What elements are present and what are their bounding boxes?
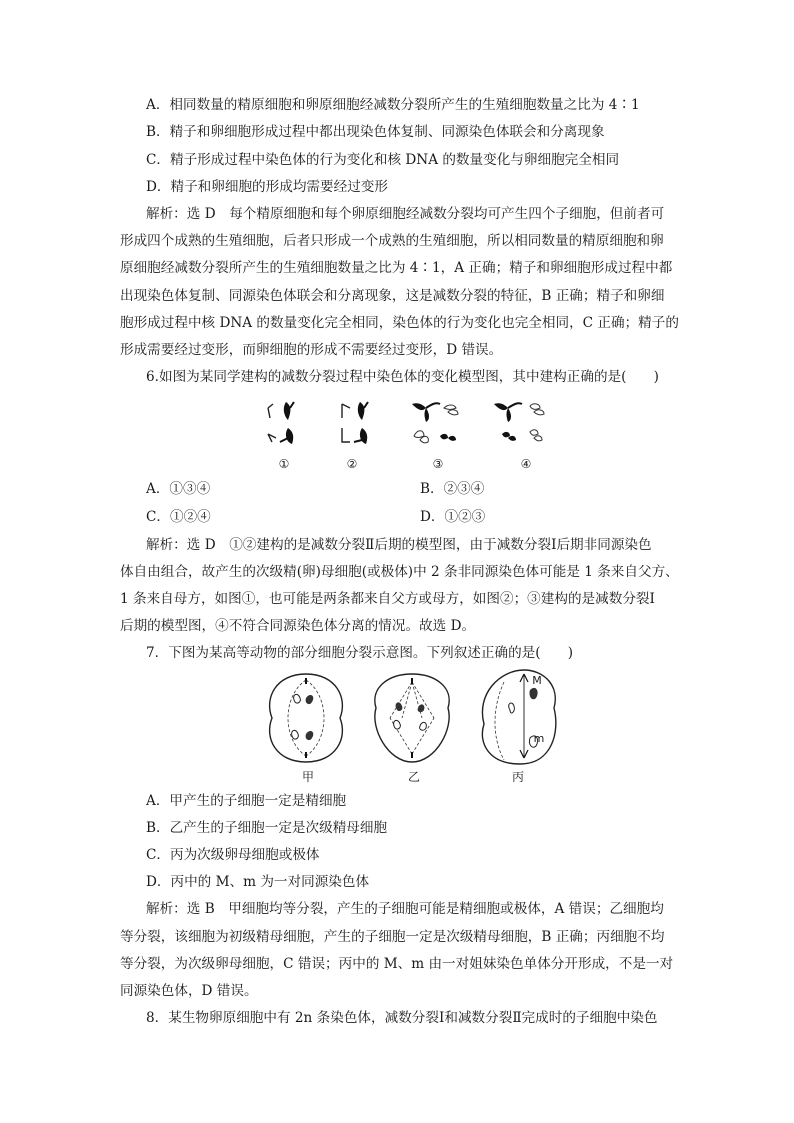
q6-stem: 6.如图为某同学建构的减数分裂过程中染色体的变化模型图，其中建构正确的是( ) (146, 369, 659, 385)
q6-analysis-line: 体自由组合，故产生的次级精(卵)母细胞(或极体)中 2 条非同源染色体可能是 1 条来自父方、 (120, 564, 679, 580)
q7-analysis-line: 解析：选 B 甲细胞均等分裂，产生的子细胞可能是精细胞或极体，A 错误；乙细胞均 (146, 901, 664, 917)
q7-cell-division-figure (262, 668, 562, 772)
fig-label-yi: 乙 (407, 770, 420, 784)
q5-option-c: C．精子形成过程中染色体的行为变化和核 DNA 的数量变化与卵细胞完全相同 (146, 152, 620, 168)
q7-option-b: B．乙产生的子细胞一定是次级精母细胞 (146, 820, 388, 836)
q7-analysis-line: 同源染色体，D 错误。 (120, 983, 258, 999)
q5-analysis-line: 胞形成过程中核 DNA 的数量变化完全相同，染色体的行为变化也完全相同，C 正确；精子的 (120, 315, 679, 331)
q5-option-b: B．精子和卵细胞形成过程中都出现染色体复制、同源染色体联会和分离现象 (146, 124, 605, 140)
chrom-label-m-upper: M (532, 674, 542, 687)
q6-option-c: C．①②④ (146, 509, 211, 525)
fig-label: ① (278, 457, 290, 471)
fig-label-bing: 丙 (511, 770, 524, 784)
q7-analysis-line: 等分裂，为次级卵母细胞，C 错误；丙中的 M、m 由一对姐妹染色单体分开形成，不是一对 (120, 956, 674, 972)
q6-chromosome-model-figure (258, 398, 558, 472)
q7-stem: 7．下图为某高等动物的部分细胞分裂示意图。下列叙述正确的是( ) (146, 645, 574, 661)
q6-analysis-line: 解析：选 D ①②建构的是减数分裂Ⅱ后期的模型图，由于减数分裂Ⅰ后期非同源染色 (146, 537, 652, 553)
q5-option-d: D．精子和卵细胞的形成均需要经过变形 (146, 179, 388, 195)
q5-analysis-line: 解析：选 D 每个精原细胞和每个卵原细胞经减数分裂均可产生四个子细胞，但前者可 (146, 206, 665, 222)
q5-option-a: A．相同数量的精原细胞和卵原细胞经减数分裂所产生的生殖细胞数量之比为 4∶1 (146, 97, 640, 113)
q6-option-b: B．②③④ (420, 481, 485, 497)
model-4 (494, 403, 544, 441)
q5-analysis-line: 出现染色体复制、同源染色体联会和分离现象，这是减数分裂的特征，B 正确；精子和卵细 (120, 288, 665, 304)
q5-analysis-line: 形成四个成熟的生殖细胞，后者只形成一个成熟的生殖细胞，所以相同数量的精原细胞和卵 (120, 233, 664, 249)
fig-label: ② (346, 457, 358, 471)
q7-analysis-line: 等分裂，该细胞为初级精母细胞，产生的子细胞一定是次级精母细胞，B 正确；丙细胞不均 (120, 929, 665, 945)
model-2 (342, 402, 368, 444)
cell-bing (482, 670, 555, 764)
chrom-label-m-lower: m (533, 732, 545, 745)
q8-stem: 8．某生物卵原细胞中有 2n 条染色体，减数分裂Ⅰ和减数分裂Ⅱ完成时的子细胞中染色 (146, 1010, 658, 1026)
q6-analysis-line: 1 条来自母方，如图①，也可能是两条都来自父方或母方，如图②；③建构的是减数分裂Ⅰ (120, 591, 655, 607)
q7-option-c: C．丙为次级卵母细胞或极体 (146, 847, 320, 863)
q5-analysis-line: 形成需要经过变形，而卵细胞的形成不需要经过变形，D 错误。 (120, 342, 503, 358)
q6-analysis-line: 后期的模型图，④不符合同源染色体分离的情况。故选 D。 (120, 618, 476, 634)
q7-option-d: D．丙中的 M、m 为一对同源染色体 (146, 874, 370, 890)
fig-label: ③ (432, 457, 444, 471)
q6-option-a: A．①③④ (146, 481, 211, 497)
cell-yi (375, 674, 449, 762)
cell-jia (270, 674, 343, 762)
fig-label: ④ (520, 457, 532, 471)
model-1 (268, 402, 294, 444)
model-3 (412, 403, 458, 443)
fig-label-jia: 甲 (301, 770, 314, 784)
q7-option-a: A．甲产生的子细胞一定是精细胞 (146, 793, 347, 809)
q5-analysis-line: 原细胞经减数分裂所产生的生殖细胞数量之比为 4∶1，A 正确；精子和卵细胞形成过程中都 (120, 260, 673, 276)
q6-option-d: D．①②③ (420, 509, 486, 525)
